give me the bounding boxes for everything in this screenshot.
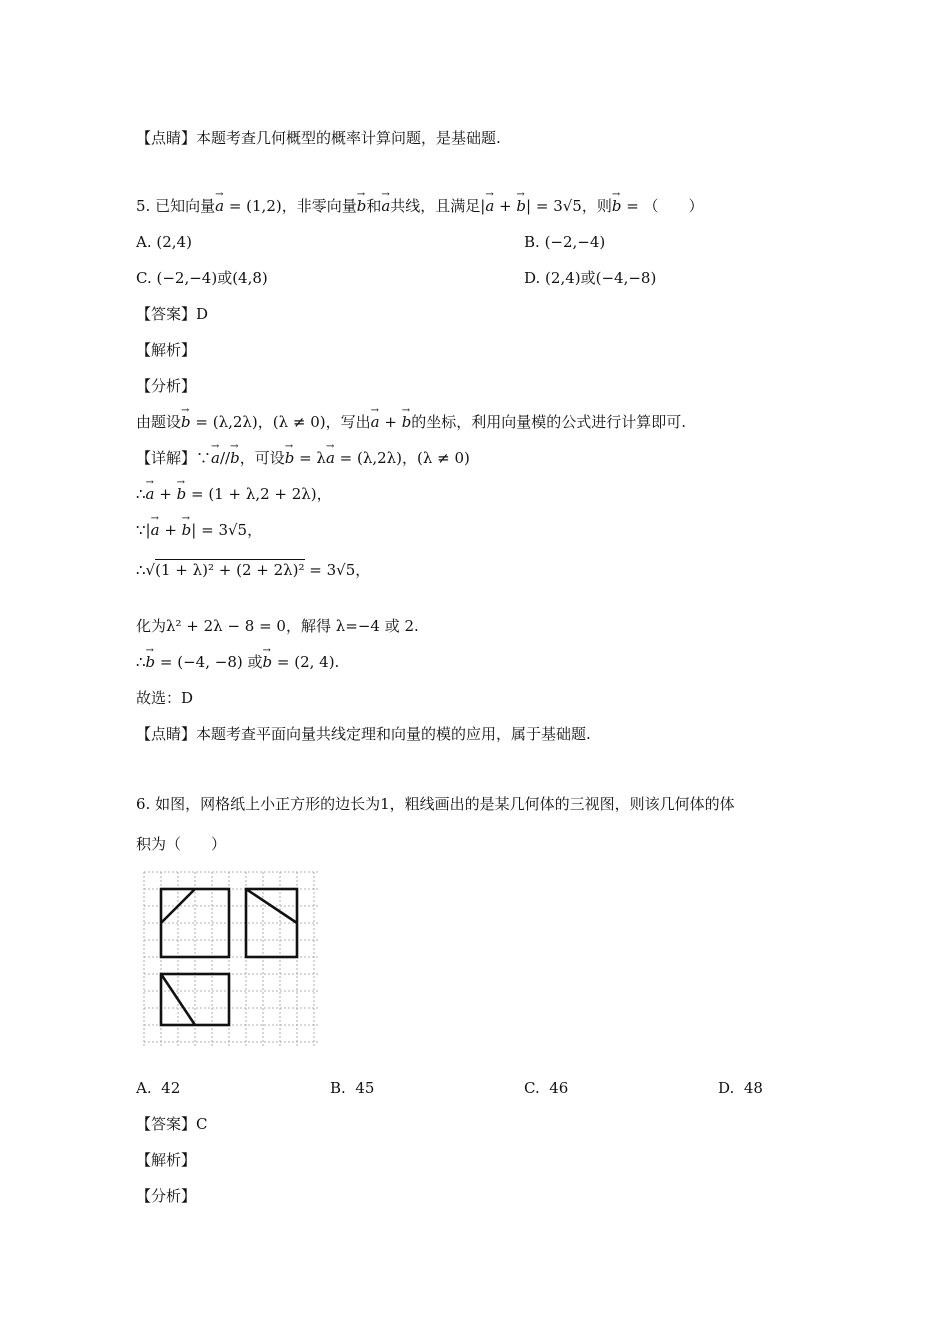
option-value: 48 [743,1079,763,1097]
q5-step6 [136,652,339,672]
q6-answer: 【答案】C [136,1115,208,1133]
option-value: (2,4)或(−4,−8) [545,269,657,287]
q5-detail-line1 [136,448,470,468]
vec-a: → a [151,520,160,540]
q5-stem-mid: 和 [366,197,382,215]
sqrt-sign: √ [145,561,156,579]
option-label: D. [718,1079,735,1097]
vec-a: → a [326,448,335,468]
q5-answer: 【答案】D [136,305,209,323]
text-seg: ∴ [136,653,146,671]
text-seg: ∴ [136,485,146,503]
q5-option-a [136,232,192,252]
text-seg: = (λ,2λ)，(λ ≠ 0)，写出 [190,413,371,431]
vec-b: → b [612,196,622,216]
q6-option-a [136,1078,180,1098]
text-seg: | = 3√5， [191,521,263,539]
vec-a: → a [371,412,380,432]
grid-lines [144,872,318,1046]
vec-b: → b [146,652,156,672]
q5-step4 [136,560,370,580]
text-seg: ∵| [136,521,151,539]
option-value: 46 [549,1079,569,1097]
text-seg: = (λ,2λ)，(λ ≠ 0) [334,449,470,467]
vec-a: → a [211,448,220,468]
option-value: (−2,−4) [544,233,606,251]
three-view-grid-figure [140,868,322,1050]
text-seg: = 3√5， [304,561,371,579]
option-label: A. [136,1079,152,1097]
q5-stem-plus: + [494,197,517,215]
text-seg: = λ [294,449,326,467]
front-view [161,889,229,957]
detail-head: 【详解】∵ [136,449,212,467]
q5-step5: 化为λ² + 2λ − 8 = 0，解得 λ=−4 或 2. [136,617,419,635]
text-seg: + [379,413,402,431]
vec-b: → b [177,484,187,504]
q5-fenxi-text [136,412,686,432]
text-seg: 由题设 [136,413,182,431]
q5-option-b [524,232,605,252]
q5-stem-cond: 共线，且满足| [390,197,486,215]
vec-b: → b [357,196,367,216]
option-label: C. [136,269,152,287]
q6-option-b [330,1078,374,1098]
option-label: B. [330,1079,346,1097]
option-label: D. [524,269,541,287]
q6-fenxi-head: 【分析】 [136,1187,197,1205]
vec-b: → b [516,196,526,216]
option-value: (2,4) [156,233,192,251]
vec-b: → b [182,520,192,540]
q5-option-d [524,268,656,288]
vec-b: → b [230,448,240,468]
option-label: A. [136,233,152,251]
option-value: (−2,−4)或(4,8) [156,269,268,287]
option-value: 45 [355,1079,375,1097]
vec-a: → a [381,196,390,216]
q5-step3 [136,520,262,540]
sqrt-radicand: (1 + λ)² + (2 + 2λ)² [155,561,305,579]
q5-tip: 【点睛】本题考查平面向量共线定理和向量的模的应用，属于基础题. [136,725,591,743]
q5-option-c [136,268,268,288]
text-seg: + [154,485,177,503]
vec-b: → b [402,412,412,432]
q5-stem-mag: | = 3√5，则 [526,197,612,215]
text-seg: = (−4, −8) 或 [155,653,263,671]
vec-a: → a [485,196,494,216]
q5-stem-end: = （ ） [621,197,704,215]
q6-analysis-head: 【解析】 [136,1151,197,1169]
option-label: C. [524,1079,540,1097]
text-seg: ，可设 [239,449,285,467]
vec-a: → a [146,484,155,504]
text-seg: ∴ [136,561,146,579]
text-seg: = (2, 4). [272,653,340,671]
q5-choose: 故选：D [136,689,194,707]
q5-analysis-head: 【解析】 [136,341,197,359]
text-seg: = (1 + λ,2 + 2λ)， [186,485,332,503]
q6-stem-line1: 6. 如图，网格纸上小正方形的边长为1，粗线画出的是某几何体的三视图，则该几何体的体 [136,795,735,813]
vec-b: → b [181,412,191,432]
q5-stem-a-val: = (1,2)，非零向量 [224,197,357,215]
q6-option-d [718,1078,763,1098]
q5-stem [136,196,704,216]
q6-option-c [524,1078,568,1098]
prev-tip: 【点睛】本题考查几何概型的概率计算问题，是基础题. [136,129,501,147]
option-label: B. [524,233,540,251]
text-seg: + [159,521,182,539]
option-value: 42 [161,1079,181,1097]
vec-b: → b [285,448,295,468]
text-seg: 的坐标，利用向量模的公式进行计算即可. [411,413,687,431]
q5-fenxi-head: 【分析】 [136,377,197,395]
vec-a: → a [215,196,224,216]
q6-stem-line2: 积为（ ） [136,835,227,853]
text-seg: // [219,449,231,467]
vec-b: → b [263,652,273,672]
q5-step2 [136,484,332,504]
q5-stem-prefix: 5. 已知向量 [136,197,216,215]
